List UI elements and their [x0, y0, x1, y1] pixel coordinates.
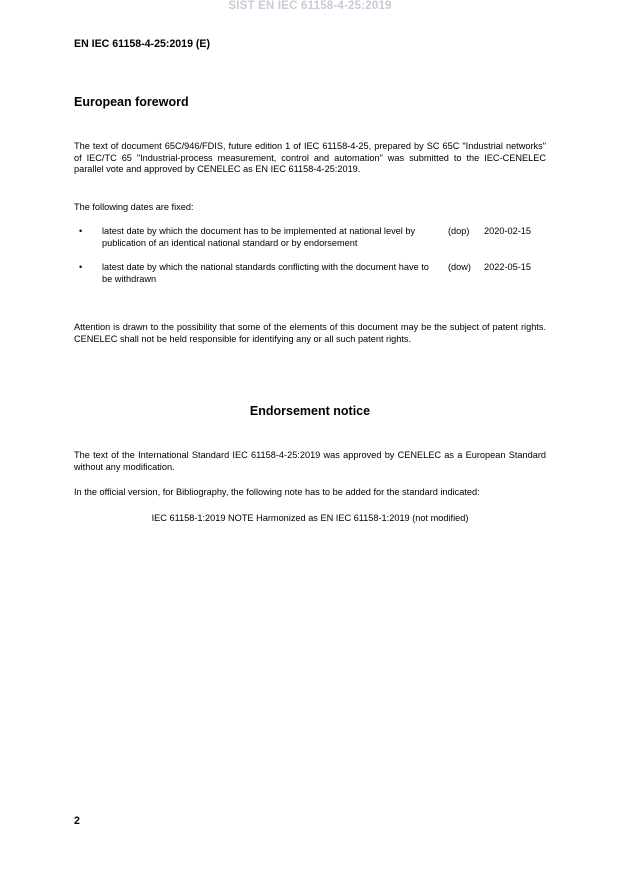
date-item-text: latest date by which the national standards conflicting with the document have to be withdrawn — [102, 262, 429, 284]
watermark: SIST EN IEC 61158-4-25:2019 — [228, 0, 392, 12]
document-header: EN IEC 61158-4-25:2019 (E) — [74, 38, 211, 50]
bullet-icon: • — [79, 226, 83, 236]
page-number: 2 — [74, 815, 80, 827]
date-item-date: 2020-02-15 — [484, 226, 531, 236]
attention-paragraph: Attention is drawn to the possibility that some of the elements of this document may be the subject of patent rights. CENELEC shall not be held responsible for identifying any or all such patent rights. — [74, 322, 546, 344]
date-item-abbr: (dow) — [448, 262, 471, 272]
european-foreword-title: European foreword — [74, 95, 189, 109]
date-item-text: latest date by which the document has to be implemented at national level by publication of an identical national standard or by endorsement — [102, 226, 416, 248]
date-item-dop — [74, 226, 546, 250]
foreword-intro-paragraph: The text of document 65C/946/FDIS, future edition 1 of IEC 61158-4-25, prepared by SC 65C "Industrial networks" of IEC/TC 65 "Industrial-process measurement, control and automation" was submitted to the IEC-CENELEC parallel vote and approved by CENELEC as EN IEC 61158-4-25:2019. — [74, 141, 546, 175]
bibliography-intro-paragraph: In the official version, for Bibliography, the following note has to be added for the standard indicated: — [74, 487, 480, 497]
endorsement-notice-title: Endorsement notice — [249, 404, 371, 418]
date-item-date: 2022-05-15 — [484, 262, 531, 272]
date-item-dow — [74, 262, 546, 286]
endorsement-paragraph: The text of the International Standard IEC 61158-4-25:2019 was approved by CENELEC as a European Standard without any modification. — [74, 450, 546, 472]
date-item-abbr: (dop) — [448, 226, 470, 236]
bullet-icon: • — [79, 262, 83, 272]
bibliography-note: IEC 61158-1:2019 NOTE Harmonized as EN IEC 61158-1:2019 (not modified) — [151, 513, 469, 523]
dates-intro-paragraph: The following dates are fixed: — [74, 202, 194, 212]
